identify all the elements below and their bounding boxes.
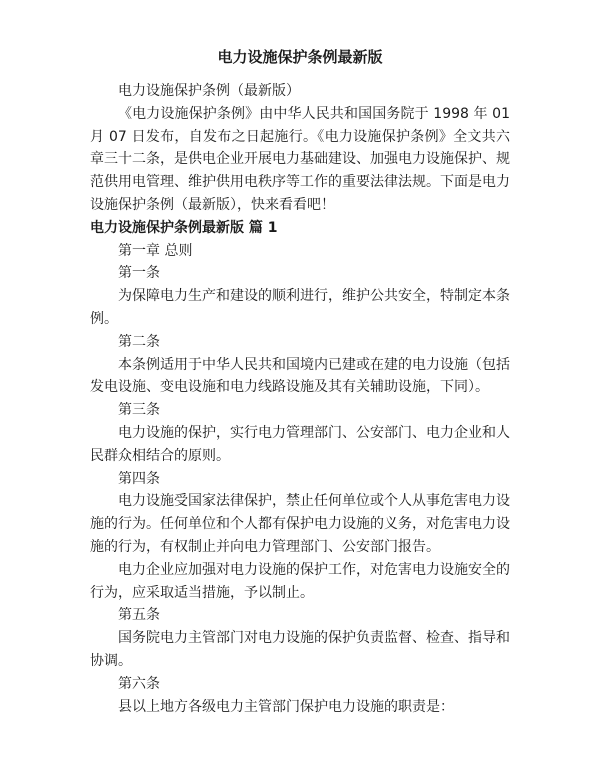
article-text: 本条例适用于中华人民共和国境内已建或在建的电力设施（包括发电设施、变电设施和电力线路设施及其有关辅助设施，下同）。 — [90, 356, 510, 396]
intro-subtitle: 电力设施保护条例（最新版） — [118, 83, 300, 99]
article-heading: 第三条 — [118, 402, 160, 419]
article-text: 电力设施的保护，实行电力管理部门、公安部门、电力企业和人民群众相结合的原则。 — [90, 424, 510, 464]
section-heading: 电力设施保护条例最新版 篇 1 — [90, 219, 278, 236]
article-text: 电力设施受国家法律保护，禁止任何单位或个人从事危害电力设施的行为。任何单位和个人都有保护电力设施的义务，对危害电力设施的行为，有权制止并向电力管理部门、公安部门报告。 — [90, 493, 510, 555]
article-heading: 第五条 — [118, 607, 160, 624]
chapter-heading: 第一章 总则 — [118, 242, 193, 259]
article-text: 电力企业应加强对电力设施的保护工作，对危害电力设施安全的行为，应采取适当措施，予以制止。 — [90, 561, 510, 601]
article-text: 县以上地方各级电力主管部门保护电力设施的职责是： — [118, 698, 454, 715]
article-heading: 第六条 — [118, 675, 160, 692]
article-text: 为保障电力生产和建设的顺利进行，维护公共安全，特制定本条例。 — [90, 288, 510, 327]
article-heading: 第二条 — [118, 333, 160, 350]
article-text: 国务院电力主管部门对电力设施的保护负责监督、检查、指导和协调。 — [90, 630, 510, 669]
intro-paragraph: 《电力设施保护条例》由中华人民共和国国务院于 1998 年 01 月 07 日发布，自发布之日起施行。《电力设施保护条例》全文共六章三十二条，是供电企业开展电力基础建设、加强电力设施保护、规范供用电管理、维护供用电秩序等工作的重要法律法规。下面是电力设施保护条例（最新版），快来看看吧！ — [90, 105, 510, 213]
document-title: 电力设施保护条例最新版 — [217, 48, 383, 66]
article-heading: 第四条 — [118, 470, 160, 487]
article-heading: 第一条 — [118, 265, 160, 282]
